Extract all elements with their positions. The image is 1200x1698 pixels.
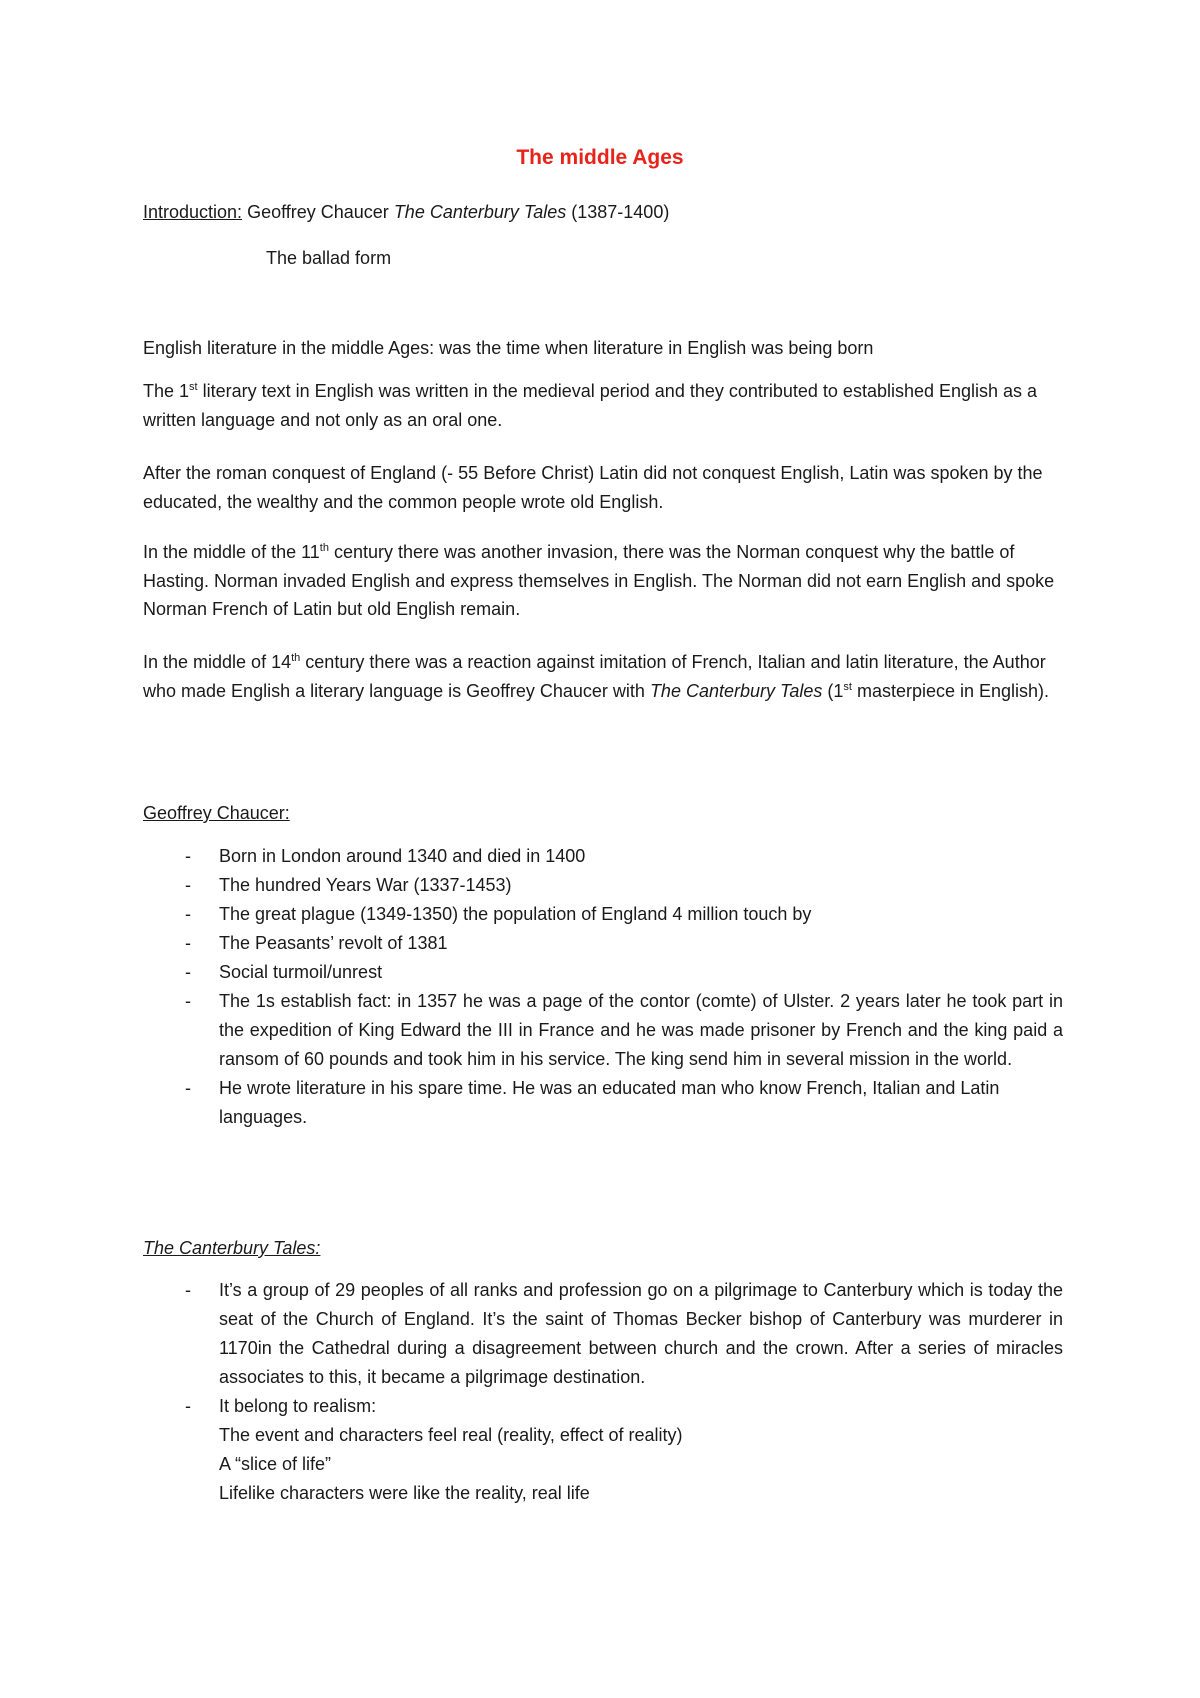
list-item — [143, 987, 1063, 1074]
paragraph-3 — [143, 459, 1073, 516]
list-item — [143, 1276, 1063, 1392]
p4-sup: th — [319, 542, 329, 554]
bullet-dash: - — [185, 904, 191, 924]
intro-label: Introduction: — [143, 202, 243, 222]
intro-work: The Canterbury Tales — [393, 202, 567, 222]
p5-text-c: (1 — [822, 680, 844, 701]
paragraph-1: English literature in the middle Ages: was the time when literature in English was being born — [143, 338, 874, 358]
p2-sup: st — [189, 381, 198, 393]
tales-heading: The Canterbury Tales: — [143, 1238, 321, 1258]
p2-text-a: The 1 — [143, 381, 190, 401]
list-item — [143, 958, 1063, 987]
list-item — [143, 900, 1063, 929]
p3-text: After the roman conquest of England (- 55 Before Christ) Latin did not conquest English, Latin was spoken by the educated, the wealthy and the common people wrote old English. — [143, 463, 1043, 512]
list-item-text: The hundred Years War (1337-1453) — [219, 875, 512, 895]
list-item — [143, 929, 1063, 958]
bullet-dash: - — [185, 1396, 191, 1416]
bullet-dash: - — [185, 962, 191, 982]
list-item-text: Born in London around 1340 and died in 1400 — [219, 846, 586, 866]
tales-list — [143, 1276, 1063, 1508]
realism-line: A “slice of life” — [219, 1454, 332, 1474]
p2-text-b: literary text in English was written in the medieval period and they contributed to established English as a written language and not only as an oral one. — [143, 381, 1038, 430]
paragraph-2 — [143, 377, 1073, 434]
list-item — [143, 871, 1063, 900]
chaucer-list — [143, 842, 1063, 1132]
list-item — [143, 842, 1063, 871]
list-item — [143, 1074, 1063, 1132]
list-item-text: The Peasants’ revolt of 1381 — [219, 933, 448, 953]
p5-sup2: st — [843, 680, 852, 693]
list-item-text: He wrote literature in his spare time. He was an educated man who know French, Italian and Latin languages. — [219, 1078, 1000, 1127]
bullet-dash: - — [185, 933, 191, 953]
paragraph-4 — [143, 538, 1073, 624]
p5-text-a: In the middle of 14 — [143, 652, 292, 672]
p5-sup: th — [291, 652, 301, 664]
list-item-text: The 1s establish fact: in 1357 he was a page of the contor (comte) of Ulster. 2 years later he took part in the expedition of King Edward the III in France and he was made prisoner by French and the king paid a ransom of 60 pounds and took him in his service. The king send him in several mission in the world. — [219, 991, 1063, 1069]
p5-text-d: masterpiece in English). — [851, 680, 1050, 701]
intro-line — [143, 198, 669, 226]
intro-years: (1387-1400) — [566, 202, 670, 222]
ballad-form: The ballad form — [266, 248, 392, 268]
p4-text-b: century there was another invasion, there was the Norman conquest why the battle of Hasting. Norman invaded English and express themselves in English. The Norman did not earn English and spoke Norman French of Latin but old English remain. — [143, 542, 1055, 619]
bullet-dash: - — [185, 991, 191, 1011]
list-item — [143, 1392, 1063, 1508]
intro-author: Geoffrey Chaucer — [242, 202, 394, 222]
list-item-text: It’s a group of 29 peoples of all ranks and profession go on a pilgrimage to Canterbury which is today the seat of the Church of England. It’s the saint of Thomas Becker bishop of Canterbury was murderer in 1170in the Cathedral during a disagreement between church and the crown. After a series of miracles associates to this, it became a pilgrimage destination. — [219, 1280, 1063, 1387]
chaucer-heading: Geoffrey Chaucer: — [143, 803, 290, 823]
p5-text-b: century there was a reaction against imitation of French, Italian and latin literature, the Author who made English a literary language is Geoffrey Chaucer with — [143, 652, 1046, 701]
realism-line: Lifelike characters were like the reality, real life — [219, 1483, 590, 1503]
realism-line: The event and characters feel real (reality, effect of reality) — [219, 1425, 683, 1445]
bullet-dash: - — [185, 1078, 191, 1098]
list-item-text: The great plague (1349-1350) the population of England 4 million touch by — [219, 904, 812, 924]
bullet-dash: - — [185, 875, 191, 895]
p5-work: The Canterbury Tales — [649, 680, 823, 701]
paragraph-5 — [143, 648, 1073, 705]
bullet-dash: - — [185, 1280, 191, 1300]
bullet-dash: - — [185, 846, 191, 866]
p4-text-a: In the middle of the 11 — [143, 542, 320, 562]
list-item-text: Social turmoil/unrest — [219, 962, 383, 982]
realism-line: It belong to realism: — [219, 1396, 377, 1416]
page-title: The middle Ages — [516, 146, 684, 169]
